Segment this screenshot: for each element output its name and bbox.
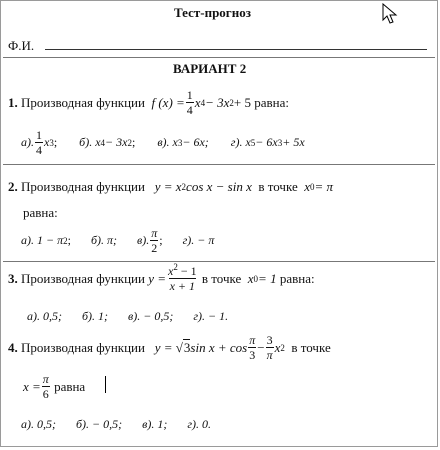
question-1-options: а). $\frac{1}{4}$ x 3 ; б). x 4 − 3x 2 ; в). x 3 − 6x; г). x 5 − 6x 3 + 5x xyxy=(21,128,305,157)
q3-point-label: в точке xyxy=(201,270,242,286)
q4-sqrt-value: 3 xyxy=(183,340,191,355)
question-2-options: а). 1 − π 2 ; б). π; в). $\frac{\pi}{2}$ ; г). − π xyxy=(21,226,215,255)
q3-x0: x xyxy=(247,270,254,286)
q4-point-label: в точке xyxy=(291,339,331,355)
q2-function: y = x xyxy=(154,179,182,194)
question-3-number: 3. xyxy=(8,270,18,286)
q2-x0: x xyxy=(304,179,311,194)
header-divider xyxy=(3,57,435,58)
q2-tail: равна: xyxy=(23,205,58,220)
q2-x0-val: = π xyxy=(314,179,334,194)
q2-point-label: в точке xyxy=(258,179,298,194)
page-title: Тест-прогноз xyxy=(174,5,251,20)
question-4-line-2 xyxy=(23,373,85,400)
q2-option-g[interactable]: г). − π xyxy=(182,233,215,247)
q4-fraction-2: $\frac{3}{\pi}$ xyxy=(266,333,273,362)
q3-option-g[interactable]: г). − 1. xyxy=(193,309,229,323)
question-2: 2. Производная функции y = x 2 cos x − sin x в точке x 0 = π xyxy=(8,179,334,194)
q3-fraction: $\frac{x^2 - 1}{x + 1}$ xyxy=(168,262,197,293)
question-3-options xyxy=(27,309,228,324)
q4-x-lhs: x = xyxy=(23,378,41,394)
q4-func-tail: x xyxy=(274,339,281,355)
q1-option-a-var: x xyxy=(44,135,50,149)
q3-tail: равна: xyxy=(279,270,315,286)
q4-function-lhs: y = xyxy=(154,339,173,355)
fio-input-line[interactable] xyxy=(45,49,427,50)
q1-option-a-fraction: $\frac{1}{4}$ xyxy=(36,128,42,157)
sqrt-symbol: √ xyxy=(175,339,183,355)
question-4-options xyxy=(21,417,211,432)
q1-fraction: $\frac{1}{4}$ xyxy=(186,88,193,117)
q1-tail: равна: xyxy=(254,94,289,110)
q1-func-part-a: x xyxy=(194,94,201,110)
q2-option-a[interactable]: а). 1 − π xyxy=(21,233,64,247)
q1-func-part-b: − 3x xyxy=(205,94,230,110)
q4-func-mid: sin x + cos xyxy=(190,339,248,355)
q4-option-a[interactable]: а). 0,5; xyxy=(21,417,56,431)
q2-option-v-fraction: $\frac{\pi}{2}$ xyxy=(151,226,158,255)
fio-label: Ф.И. xyxy=(8,38,35,53)
question-2-text: Производная функции xyxy=(21,179,145,194)
question-3-text: Производная функции xyxy=(21,270,145,286)
q1-divider xyxy=(3,164,435,165)
q3-option-a[interactable]: а). 0,5; xyxy=(27,309,62,323)
q1-option-g[interactable]: г). x xyxy=(230,135,251,149)
q4-minus: − xyxy=(257,339,265,355)
q4-option-v[interactable]: в). 1; xyxy=(142,417,168,431)
q2-divider xyxy=(3,261,435,262)
question-4-number: 4. xyxy=(8,339,18,355)
q3-option-b[interactable]: б). 1; xyxy=(82,309,109,323)
q4-option-g[interactable]: г). 0. xyxy=(187,417,212,431)
question-1-number: 1. xyxy=(8,94,18,110)
q1-option-v-rest: − 6x; xyxy=(182,135,209,149)
question-1-text: Производная функции xyxy=(21,94,145,110)
q1-func-part-c: + 5 xyxy=(233,94,251,110)
question-4-text: Производная функции xyxy=(21,339,145,355)
q3-x0-val: = 1 xyxy=(258,270,277,286)
q1-option-v[interactable]: в). x xyxy=(157,135,178,149)
q2-option-b[interactable]: б). π; xyxy=(90,233,117,247)
mouse-pointer-icon xyxy=(381,3,399,25)
question-3: 3. Производная функции y = $\frac{x^2 - 1}{x + 1}$ в точке x 0 = 1 равна: xyxy=(8,262,315,293)
text-cursor xyxy=(105,376,106,393)
q1-option-a-label[interactable]: а). xyxy=(21,135,34,149)
q1-option-g-rest: + 5x xyxy=(282,135,305,149)
q4-fraction-1: $\frac{\pi}{3}$ xyxy=(249,333,256,362)
q2-func-rest: cos x − sin x xyxy=(186,179,252,194)
variant-heading: ВАРИАНТ 2 xyxy=(173,61,247,76)
q3-option-v[interactable]: в). − 0,5; xyxy=(128,309,174,323)
q4-tail: равна xyxy=(54,378,86,394)
q2-option-v-label[interactable]: в). xyxy=(137,233,150,247)
q3-function-lhs: y = xyxy=(148,270,167,286)
q1-option-g-mid: − 6x xyxy=(255,135,278,149)
q1-function-lhs: f (x) = xyxy=(151,94,185,110)
question-1: 1. Производная функции f (x) = $\frac{1}{4}$ x 4 − 3x 2 + 5 равна: xyxy=(8,88,289,117)
q1-option-b-mid: − 3x xyxy=(105,135,128,149)
question-4: 4. Производная функции y = √ 3 sin x + cos $\frac{\pi}{3}$ − $\frac{3}{\pi}$ x 2 в точке xyxy=(8,333,331,362)
q4-option-b[interactable]: б). − 0,5; xyxy=(76,417,123,431)
question-2-number: 2. xyxy=(8,179,18,194)
q4-x-fraction: $\frac{\pi}{6}$ xyxy=(42,372,49,401)
q1-option-b[interactable]: б). x xyxy=(79,135,101,149)
